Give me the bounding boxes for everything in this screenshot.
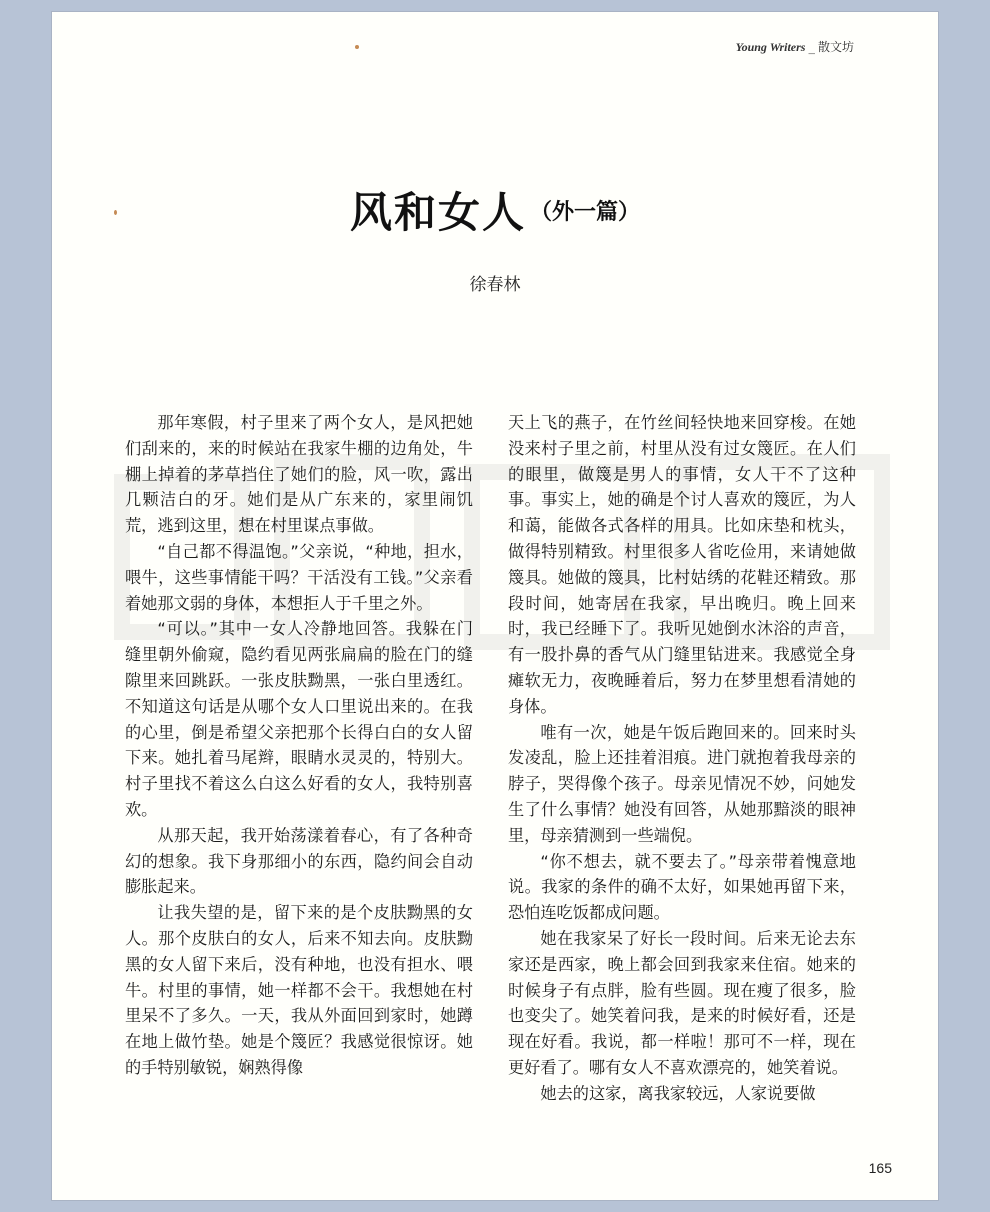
paragraph: “自己都不得温饱。”父亲说，“种地，担水，喂牛，这些事情能干吗？干活没有工钱。”父亲看着她那文弱的身体，本想拒人于千里之外。 — [125, 541, 473, 613]
paragraph: 唯有一次，她是午饭后跑回来的。回来时头发凌乱，脸上还挂着泪痕。进门就抱着我母亲的脖子，哭得像个孩子。母亲见情况不妙，问她发生了什么事情？她没有回答，从她那黯淡的眼神里，母亲猜测到一些端倪。 — [508, 722, 856, 845]
running-head — [736, 38, 854, 55]
title-subtitle: （外一篇） — [530, 199, 641, 225]
title-main: 风和女人 — [349, 188, 526, 237]
paragraph: 从那天起，我开始荡漾着春心，有了各种奇幻的想象。我下身那细小的东西，隐约间会自动膨胀起来。 — [125, 825, 473, 897]
paragraph: “可以。”其中一女人冷静地回答。我躲在门缝里朝外偷窥，隐约看见两张扁扁的脸在门的缝隙里来回跳跃。一张皮肤黝黑，一张白里透红。不知道这句话是从哪个女人口里说出来的。在我的心里，倒是希望父亲把那个长得白白的女人留下来。她扎着马尾辫，眼睛水灵灵的，特别大。村子里找不着这么白这么好看的女人，我特别喜欢。 — [125, 619, 473, 819]
running-head-english: Young Writers — [735, 40, 806, 54]
right-text-column — [508, 410, 856, 1107]
paragraph: “你不想去，就不要去了。”母亲带着愧意地说。我家的条件的确不太好，如果她再留下来，恐怕连吃饭都成问题。 — [508, 851, 856, 923]
page-number: 165 — [868, 1160, 892, 1176]
paragraph: 她去的这家，离我家较远，人家说要做 — [540, 1083, 816, 1103]
left-text-column — [125, 410, 473, 1081]
author-name: 徐春林 — [469, 275, 521, 295]
paragraph: 她在我家呆了好长一段时间。后来无论去东家还是西家，晚上都会回到我家来住宿。她来的时候身子有点胖，脸有些圆。现在瘦了很多，脸也变尖了。她笑着问我，是来的时候好看，还是现在好看。我说，都一样啦！那可不一样，现在更好看了。哪有女人不喜欢漂亮的，她笑着说。 — [508, 928, 856, 1077]
magazine-page — [52, 12, 938, 1200]
paragraph: 天上飞的燕子，在竹丝间轻快地来回穿梭。在她没来村子里之前，村里从没有过女篾匠。在人们的眼里，做篾是男人的事情，女人干不了这种事。事实上，她的确是个讨人喜欢的篾匠，为人和蔼，能做各式各样的用具。比如床垫和枕头，做得特别精致。村里很多人省吃俭用，来请她做篾具。她做的篾具，比村姑绣的花鞋还精致。那段时间，她寄居在我家，早出晚归。晚上回来时，我已经睡下了。我听见她倒水沐浴的声音，有一股扑鼻的香气从门缝里钻进来。我感觉全身瘫软无力，夜晚睡着后，努力在梦里想看清她的身体。 — [508, 413, 856, 716]
paragraph: 让我失望的是，留下来的是个皮肤黝黑的女人。那个皮肤白的女人，后来不知去向。皮肤黝黑的女人留下来后，没有种地，也没有担水、喂牛。村里的事情，她一样都不会干。我想她在村里呆不了多久。一天，我从外面回到家时，她蹲在地上做竹垫。她是个篾匠？我感觉很惊讶。她的手特别敏锐，娴熟得像 — [125, 903, 473, 1077]
paragraph: 那年寒假，村子里来了两个女人，是风把她们刮来的，来的时候站在我家牛棚的边角处，牛棚上掉着的茅草挡住了她们的脸，风一吹，露出几颗洁白的牙。她们是从广东来的，家里闹饥荒，逃到这里，想在村里谋点事做。 — [125, 413, 473, 536]
running-head-separator: _ — [808, 40, 815, 55]
paper-speck — [355, 45, 359, 49]
article-title — [52, 180, 938, 240]
running-head-section: 散文坊 — [817, 40, 854, 54]
